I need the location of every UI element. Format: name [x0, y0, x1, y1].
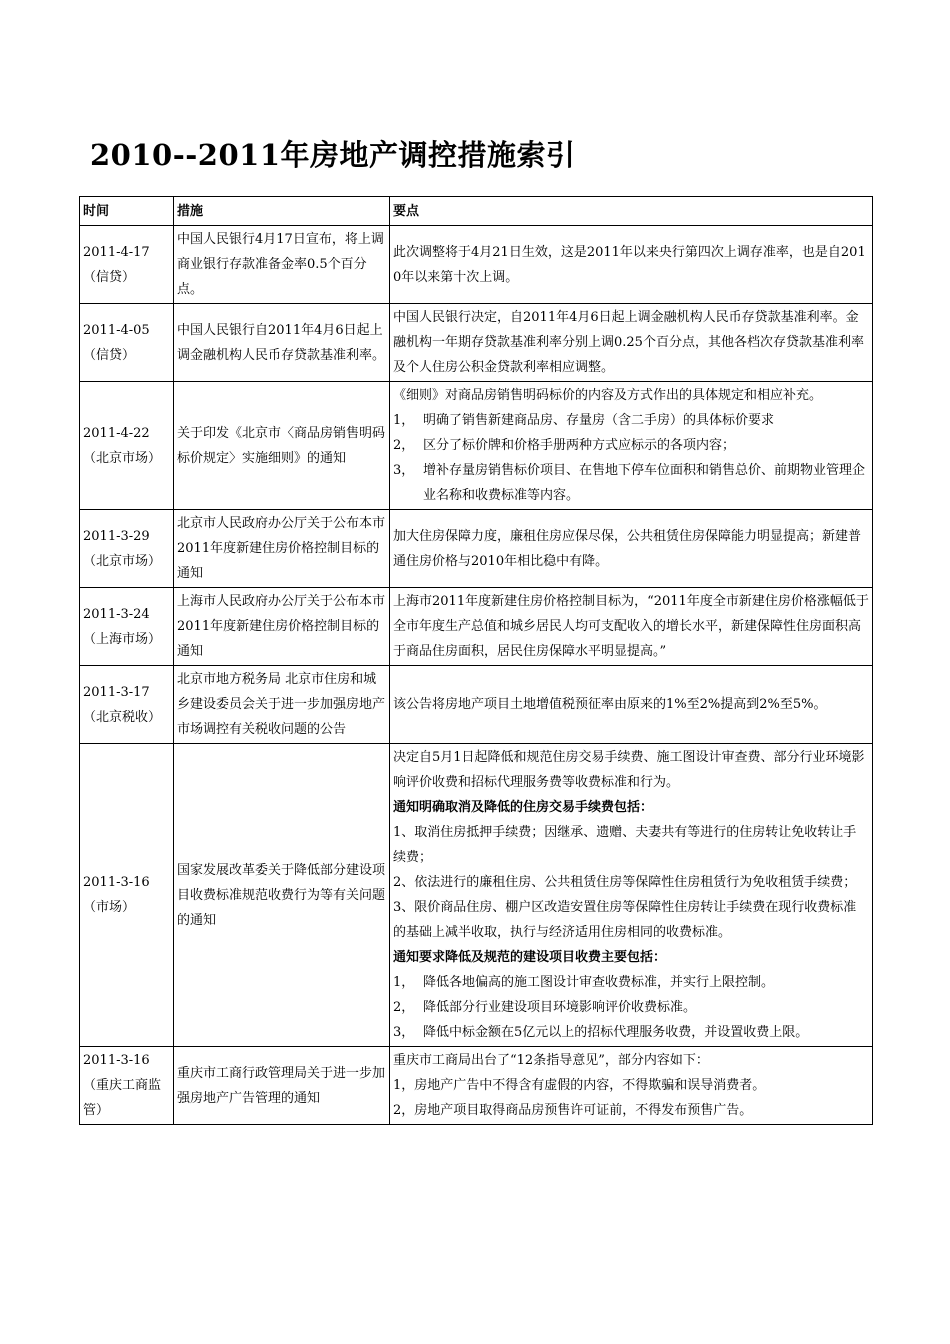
cell-points [390, 304, 873, 382]
point-number: 3， [393, 1025, 415, 1040]
point-text: 2，房地产项目取得商品房预售许可证前，不得发布预售广告。 [393, 1103, 753, 1118]
policy-table [79, 196, 873, 1125]
time-line: 2011-4-05 [83, 322, 150, 338]
table-row [80, 588, 873, 666]
cell-time [80, 666, 174, 744]
numbered-point [393, 433, 869, 458]
time-line: 2011-4-17 [83, 244, 150, 260]
numbered-point [393, 1020, 869, 1045]
cell-time [80, 510, 174, 588]
point-text: 1、取消住房抵押手续费；因继承、遗赠、夫妻共有等进行的住房转让免收转让手续费； [393, 825, 857, 865]
point-text: 重庆市工商局出台了“12条指导意见”，部分内容如下： [393, 1053, 709, 1068]
cell-measure: 北京市地方税务局 北京市住房和城乡建设委员会关于进一步加强房地产市场调控有关税收问题的公告 [174, 666, 390, 744]
cell-measure: 关于印发《北京市〈商品房销售明码标价规定〉实施细则》的通知 [174, 382, 390, 510]
point-text: 降低各地偏高的施工图设计审查收费标准，并实行上限控制。 [423, 975, 775, 990]
point-number: 1， [393, 975, 415, 990]
cell-points [390, 382, 873, 510]
header-points: 要点 [390, 197, 873, 226]
cell-measure: 北京市人民政府办公厅关于公布本市2011年度新建住房价格控制目标的通知 [174, 510, 390, 588]
point-number: 3， [393, 463, 415, 478]
point-number: 2， [393, 438, 415, 453]
cell-time [80, 744, 174, 1047]
point-text: 上海市2011年度新建住房价格控制目标为，“2011年度全市新建住房价格涨幅低于全市年度生产总值和城乡居民人均可支配收入的增长水平，新建保障性住房面积高于商品住房面积，居民住房保障水平明显提高。” [393, 594, 869, 659]
cell-points [390, 510, 873, 588]
time-line: 2011-3-24 [83, 606, 150, 622]
point-number: 1， [393, 413, 415, 428]
time-line: （北京市场） [83, 553, 162, 569]
point-text: 3、限价商品住房、棚户区改造安置住房等保障性住房转让手续费在现行收费标准的基础上减半收取，执行与经济适用住房相同的收费标准。 [393, 900, 857, 940]
table-row [80, 1047, 873, 1125]
point-text: 1，房地产广告中不得含有虚假的内容，不得欺骗和误导消费者。 [393, 1078, 766, 1093]
time-line: （信贷） [83, 347, 136, 363]
point-number: 2， [393, 1000, 415, 1015]
time-line: （市场） [83, 900, 136, 915]
numbered-point [393, 995, 869, 1020]
table-row [80, 744, 873, 1047]
cell-measure: 中国人民银行自2011年4月6日起上调金融机构人民币存贷款基准利率。 [174, 304, 390, 382]
page-title: 2010--2011年房地产调控措施索引 [90, 138, 576, 172]
table-row [80, 226, 873, 304]
table-header-row [80, 197, 873, 226]
cell-measure: 重庆市工商行政管理局关于进一步加强房地产广告管理的通知 [174, 1047, 390, 1125]
point-text: 决定自5月1日起降低和规范住房交易手续费、施工图设计审查费、部分行业环境影响评价收费和招标代理服务费等收费标准和行为。 [393, 750, 865, 790]
time-line: 2011-3-29 [83, 528, 150, 544]
point-text: 2、依法进行的廉租住房、公共租赁住房等保障性住房租赁行为免收租赁手续费； [393, 875, 857, 890]
cell-points [390, 588, 873, 666]
time-line: （信贷） [83, 269, 136, 285]
time-line: 2011-3-17 [83, 684, 150, 700]
numbered-point [393, 458, 869, 508]
cell-measure: 国家发展改革委关于降低部分建设项目收费标准规范收费行为等有关问题的通知 [174, 744, 390, 1047]
numbered-point [393, 408, 869, 433]
point-heading: 通知要求降低及规范的建设项目收费主要包括： [393, 950, 667, 965]
header-measure: 措施 [174, 197, 390, 226]
cell-time [80, 304, 174, 382]
time-line: （北京市场） [83, 450, 162, 466]
point-heading: 通知明确取消及降低的住房交易手续费包括： [393, 800, 654, 815]
table-row [80, 510, 873, 588]
time-line: 2011-4-22 [83, 425, 150, 441]
point-text: 增补存量房销售标价项目、在售地下停车位面积和销售总价、前期物业管理企业名称和收费标准等内容。 [423, 463, 866, 503]
time-line: （重庆工商监管） [83, 1078, 162, 1118]
table-row [80, 382, 873, 510]
table-row [80, 666, 873, 744]
cell-points [390, 666, 873, 744]
cell-time [80, 382, 174, 510]
cell-measure: 中国人民银行4月17日宣布，将上调商业银行存款准备金率0.5个百分点。 [174, 226, 390, 304]
point-text: 该公告将房地产项目土地增值税预征率由原来的1%至2%提高到2%至5%。 [393, 697, 827, 712]
cell-points [390, 744, 873, 1047]
point-text: 区分了标价牌和价格手册两种方式应标示的各项内容； [423, 438, 736, 453]
header-time: 时间 [80, 197, 174, 226]
point-text: 此次调整将于4月21日生效，这是2011年以来央行第四次上调存准率，也是自2010年以来第十次上调。 [393, 244, 866, 285]
numbered-point [393, 970, 869, 995]
point-text: 降低部分行业建设项目环境影响评价收费标准。 [423, 1000, 697, 1015]
cell-points [390, 226, 873, 304]
point-text: 《细则》对商品房销售明码标价的内容及方式作出的具体规定和相应补充。 [393, 388, 823, 403]
point-text: 中国人民银行决定，自2011年4月6日起上调金融机构人民币存贷款基准利率。金融机构一年期存贷款基准利率分别上调0.25个百分点，其他各档次存贷款基准利率及个人住房公积金贷款利率相应调整。 [393, 310, 864, 375]
point-text: 明确了销售新建商品房、存量房（含二手房）的具体标价要求 [423, 413, 775, 428]
time-line: 2011-3-16 [83, 875, 150, 890]
time-line: （北京税收） [83, 709, 162, 725]
point-text: 加大住房保障力度，廉租住房应保尽保，公共租赁住房保障能力明显提高；新建普通住房价格与2010年相比稳中有降。 [393, 528, 862, 569]
time-line: 2011-3-16 [83, 1053, 150, 1068]
cell-time [80, 1047, 174, 1125]
cell-measure: 上海市人民政府办公厅关于公布本市2011年度新建住房价格控制目标的通知 [174, 588, 390, 666]
cell-time [80, 588, 174, 666]
time-line: （上海市场） [83, 631, 162, 647]
point-text: 降低中标金额在5亿元以上的招标代理服务收费，并设置收费上限。 [423, 1025, 809, 1040]
cell-time [80, 226, 174, 304]
table-row [80, 304, 873, 382]
cell-points [390, 1047, 873, 1125]
